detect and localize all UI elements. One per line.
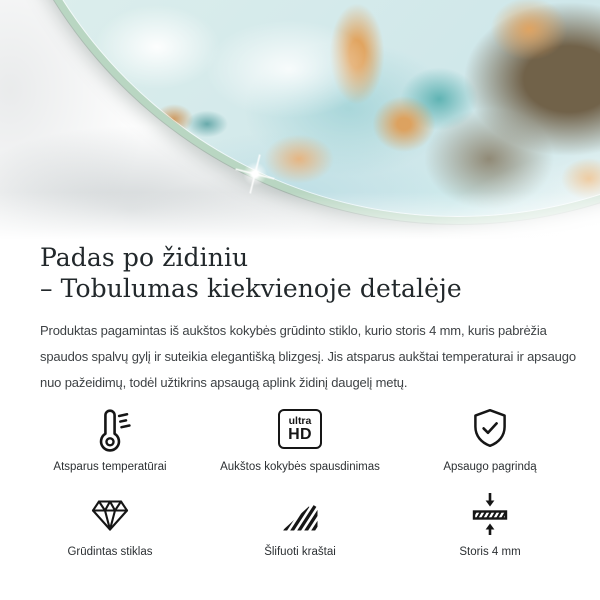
feature-label: Apsaugo pagrindą: [443, 461, 537, 473]
ultra-hd-icon-text-bottom: HD: [288, 425, 312, 443]
product-description-section: [0, 238, 600, 560]
product-hero-image: [0, 0, 600, 240]
feature-protects-base: [395, 404, 585, 475]
ultra-hd-icon: [278, 404, 322, 454]
product-description-text: Produktas pagamintas iš aukštos kokybės grūdinto stiklo, kurio storis 4 mm, kuris pabrėžia spaudos spalvų gylį ir suteikia elegantišką blizgesį. Jis atsparus aukštai temperaturai ir apsaugo nuo pažeidimų, todėl užtikrins apsaugą aplink židinį daugelį metų.: [40, 323, 576, 390]
feature-label: Šlifuoti kraštai: [264, 546, 336, 558]
feature-tempered-glass: [15, 489, 205, 560]
feature-thickness: [395, 489, 585, 560]
feature-polished-edges: [205, 489, 395, 560]
polished-edges-icon: [276, 489, 324, 539]
page-title: [40, 242, 560, 304]
feature-label: Atsparus temperatūrai: [53, 461, 167, 473]
feature-heat-resistant: [15, 404, 205, 475]
shield-check-icon: [466, 404, 514, 454]
ultra-hd-icon-text-top: ultra: [288, 414, 312, 427]
thickness-icon: [466, 489, 514, 539]
feature-label: Aukštos kokybės spausdinimas: [220, 461, 380, 473]
page-title-line2: – Tobulumas kiekvienoje detalėje: [40, 274, 462, 303]
features-grid: [15, 404, 585, 560]
feature-label: Storis 4 mm: [459, 546, 521, 558]
page-title-line1: Padas po židiniu: [40, 243, 249, 272]
diamond-icon: [86, 489, 134, 539]
thermometer-icon: [85, 404, 135, 454]
feature-ultra-hd-print: [205, 404, 395, 475]
photo-fade-overlay: [0, 0, 600, 240]
feature-label: Grūdintas stiklas: [67, 546, 153, 558]
